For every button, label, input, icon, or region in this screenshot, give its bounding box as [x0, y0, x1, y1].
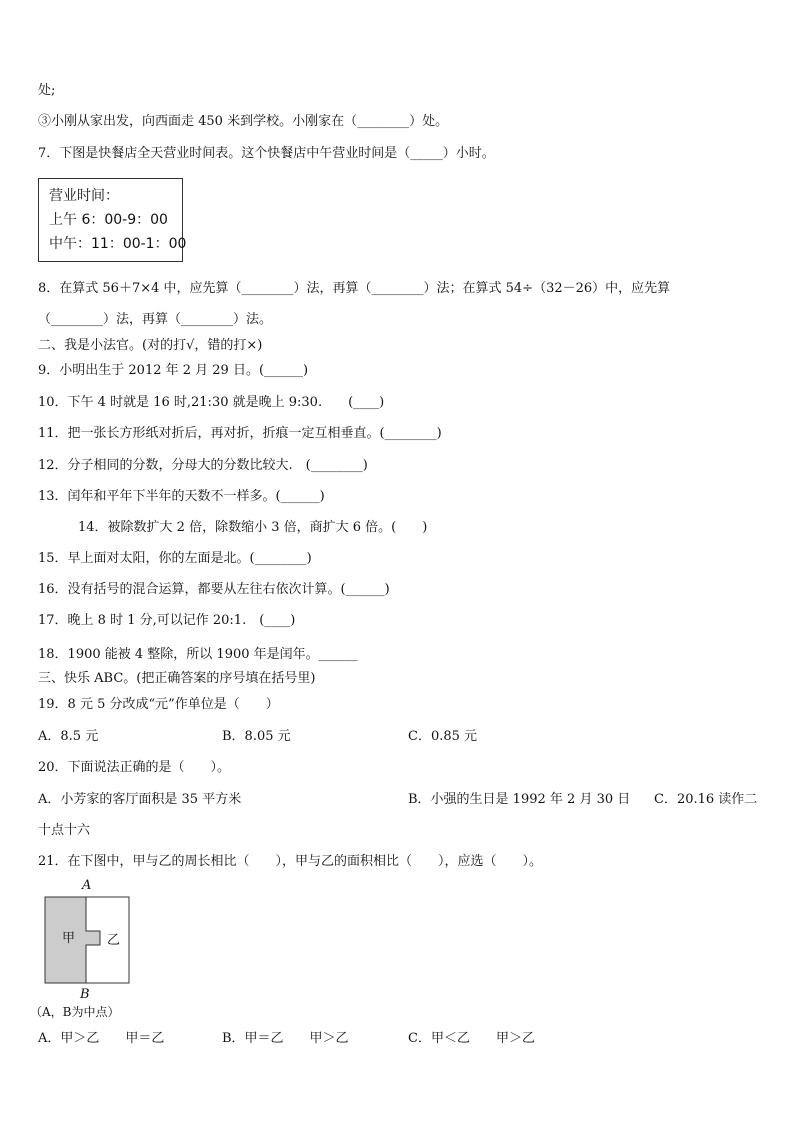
q21-option-c: C．甲＜乙 甲＞乙: [408, 1031, 535, 1046]
question-19: 19．8 元 5 分改成“元”作单位是（ ）: [38, 697, 279, 712]
q20-option-c: C．20.16 读作二: [654, 792, 758, 807]
q19-option-b: B．8.05 元: [222, 729, 291, 744]
line-location: 处;: [38, 83, 56, 98]
q20-option-a: A．小芳家的客厅面积是 35 平方米: [38, 792, 242, 807]
question-15: 15．早上面对太阳，你的左面是北。(________): [38, 551, 312, 566]
question-20: 20．下面说法正确的是（ ）。: [38, 760, 231, 775]
label-yi: 乙: [107, 933, 121, 948]
question-11: 11．把一张长方形纸对折后，再对折，折痕一定互相垂直。(________): [38, 426, 442, 441]
question-13: 13．闰年和平年下半年的天数不一样多。(______): [38, 489, 325, 504]
figure-caption: （A，B为中点）: [30, 1005, 120, 1019]
question-9: 9．小明出生于 2012 年 2 月 29 日。(______): [38, 363, 309, 378]
section-3-heading: 三、快乐 ABC。(把正确答案的序号填在括号里): [38, 671, 316, 686]
label-a: A: [82, 878, 92, 893]
q19-option-c: C．0.85 元: [408, 729, 478, 744]
hours-noon: 中午：11：00-1：00: [49, 236, 187, 252]
q20-option-c-continued: 十点十六: [38, 823, 91, 838]
q20-option-b: B．小强的生日是 1992 年 2 月 30 日: [408, 792, 631, 807]
question-7: 7．下图是快餐店全天营业时间表。这个快餐店中午营业时间是（_____）小时。: [38, 146, 495, 161]
hours-title: 营业时间：: [49, 188, 119, 204]
q21-option-a: A．甲＞乙 甲＝乙: [38, 1031, 165, 1046]
hours-morning: 上午 6：00-9：00: [49, 212, 168, 228]
label-b: B: [80, 987, 90, 1002]
q21-option-b: B．甲＝乙 甲＞乙: [222, 1031, 349, 1046]
question-14: 14．被除数扩大 2 倍，除数缩小 3 倍，商扩大 6 倍。( ): [78, 520, 428, 535]
question-16: 16．没有括号的混合运算，都要从左往右依次计算。(______): [38, 582, 390, 597]
line-xiaogang: ③小刚从家出发，向西面走 450 米到学校。小刚家在（________）处。: [38, 114, 449, 129]
section-2-heading: 二、我是小法官。(对的打√，错的打×): [38, 338, 263, 353]
question-8-part1: 8．在算式 56＋7×4 中，应先算（________）法，再算（________）法；在算式 54÷（32－26）中，应先算: [38, 281, 671, 296]
label-jia: 甲: [62, 931, 76, 946]
business-hours-box: [38, 178, 187, 262]
question-17: 17．晚上 8 时 1 分,可以记作 20:1. (____): [38, 613, 296, 628]
question-18: 18．1900 能被 4 整除，所以 1900 年是闰年。______: [38, 647, 358, 662]
question-21: 21．在下图中，甲与乙的周长相比（ ），甲与乙的面积相比（ ），应选（ ）。: [38, 854, 543, 869]
question-10: 10．下午 4 时就是 16 时,21:30 就是晚上 9:30. (____): [38, 395, 385, 410]
question-12: 12．分子相同的分数，分母大的分数比较大. (________): [38, 458, 368, 473]
q19-option-a: A．8.5 元: [38, 729, 99, 744]
question-8-part2: （________）法，再算（________）法。: [38, 312, 273, 327]
